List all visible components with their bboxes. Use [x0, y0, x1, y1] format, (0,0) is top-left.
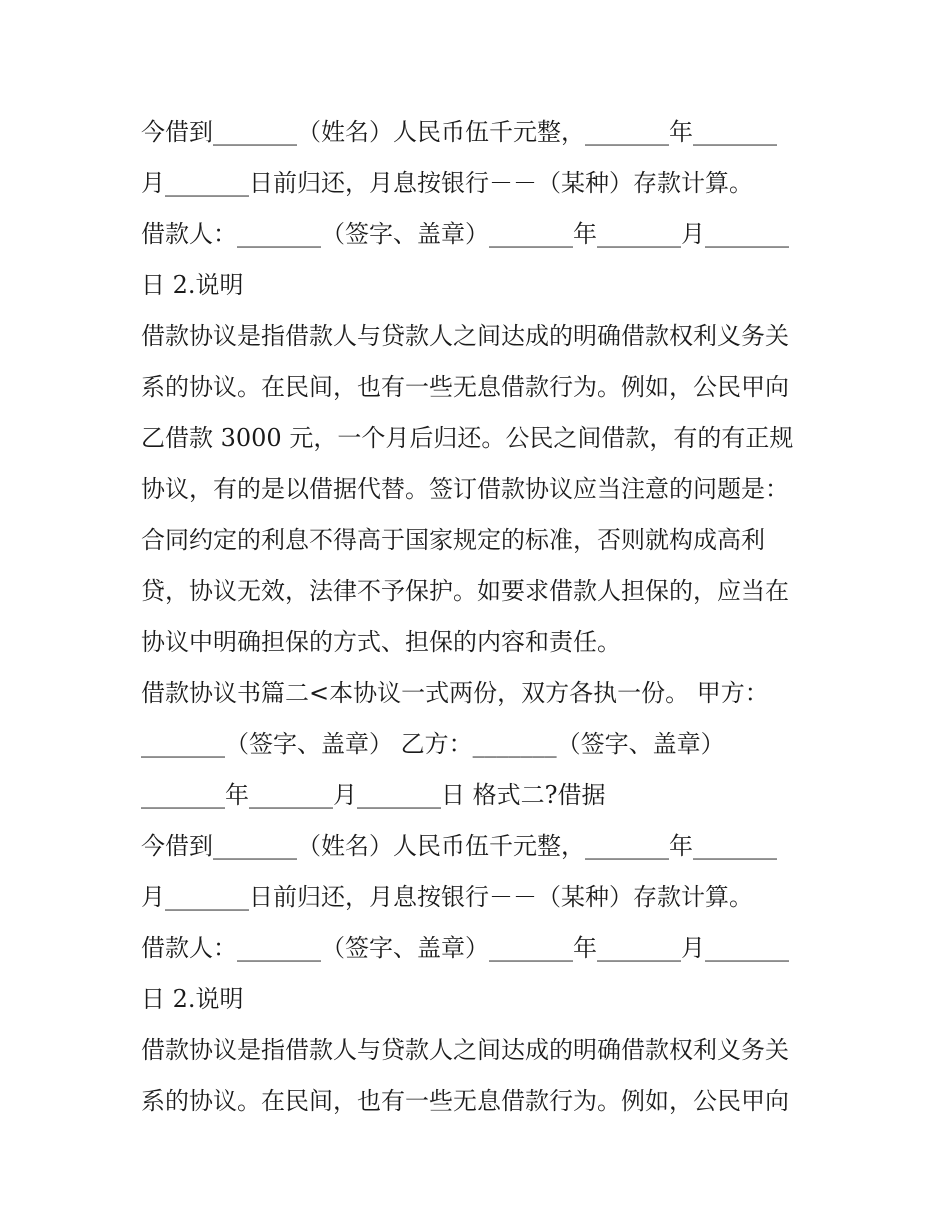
text-line: 日 2.说明 — [141, 985, 244, 1013]
text-line: _______（签字、盖章） 乙方：_______（签字、盖章） — [141, 730, 725, 758]
text-line: 乙借款 3000 元，一个月后归还。公民之间借款，有的有正规 — [141, 424, 794, 452]
document-body — [141, 107, 821, 1127]
text-line: 贷，协议无效，法律不予保护。如要求借款人担保的，应当在 — [141, 577, 789, 605]
text-line: 系的协议。在民间，也有一些无息借款行为。例如，公民甲向 — [141, 1087, 789, 1115]
text-line: 今借到_______（姓名）人民币伍千元整，_______年_______ — [141, 118, 777, 146]
text-line: 月_______日前归还，月息按银行－－（某种）存款计算。 — [141, 169, 753, 197]
text-line: 今借到_______（姓名）人民币伍千元整，_______年_______ — [141, 832, 777, 860]
text-line: 借款人：_______（签字、盖章）_______年_______月_______ — [141, 934, 789, 962]
text-line: _______年_______月_______日 格式二?借据 — [141, 781, 606, 809]
text-line: 协议中明确担保的方式、担保的内容和责任。 — [141, 628, 621, 656]
text-line: 借款协议是指借款人与贷款人之间达成的明确借款权利义务关 — [141, 1036, 789, 1064]
text-line: 借款协议书篇二<本协议一式两份，双方各执一份。 甲方： — [141, 679, 769, 707]
text-line: 借款协议是指借款人与贷款人之间达成的明确借款权利义务关 — [141, 322, 789, 350]
text-line: 月_______日前归还，月息按银行－－（某种）存款计算。 — [141, 883, 753, 911]
text-line: 系的协议。在民间，也有一些无息借款行为。例如，公民甲向 — [141, 373, 789, 401]
text-line: 日 2.说明 — [141, 271, 244, 299]
text-line: 协议，有的是以借据代替。签订借款协议应当注意的问题是： — [141, 475, 789, 503]
text-line: 合同约定的利息不得高于国家规定的标准，否则就构成高利 — [141, 526, 765, 554]
text-line: 借款人：_______（签字、盖章）_______年_______月_______ — [141, 220, 789, 248]
